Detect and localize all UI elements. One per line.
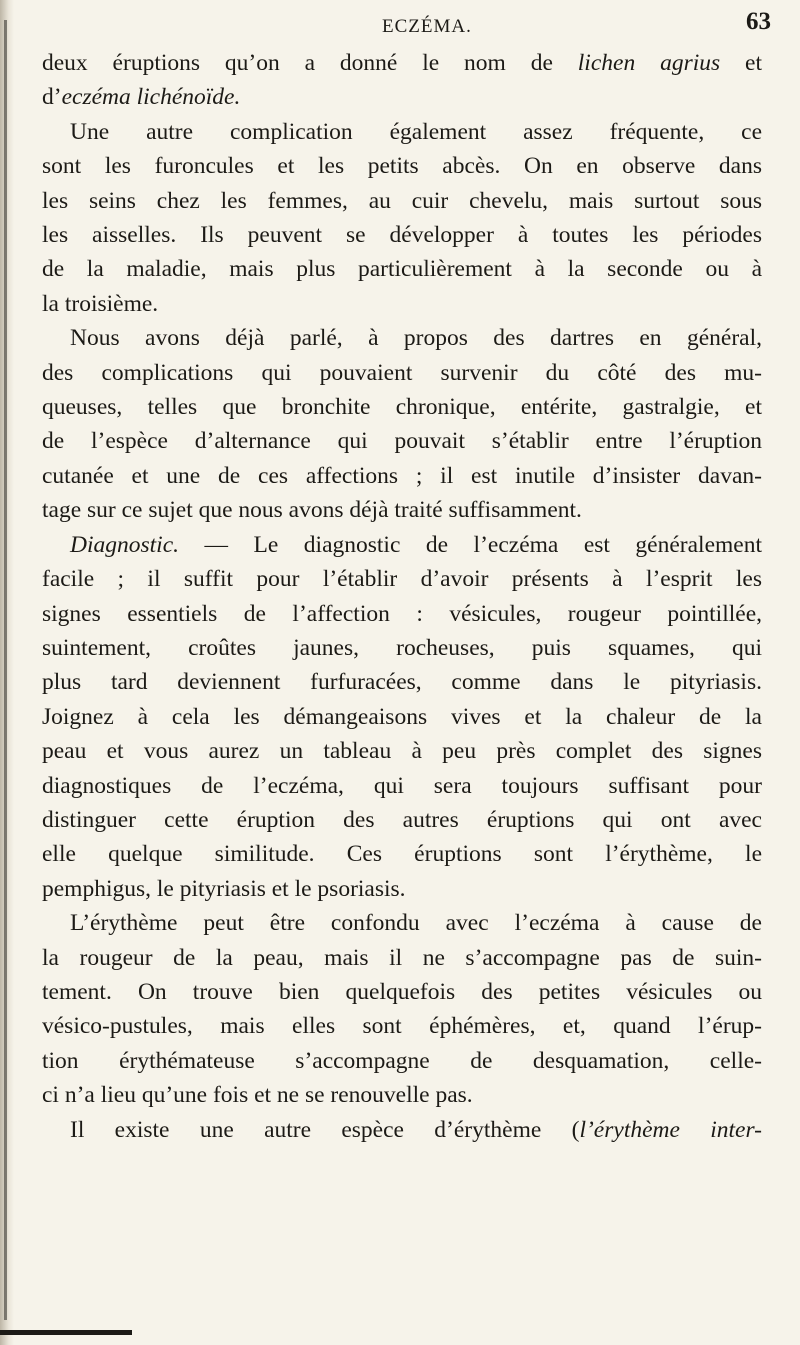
text-run: les seins chez les femmes, au cuir chevelu, mais surtout sous <box>42 187 762 214</box>
text-line <box>42 528 762 562</box>
text-run: suintement, croûtes jaunes, rocheuses, puis squames, qui <box>42 634 762 661</box>
italic-text: l’érythème inter- <box>579 1116 762 1143</box>
text-run: plus tard deviennent furfuracées, comme dans le pityriasis. <box>42 669 762 696</box>
text-run: deux éruptions qu’on a donné le nom de <box>42 50 578 76</box>
text-run: d’ <box>42 84 62 111</box>
text-run: sont les furoncules et les petits abcès. On en observe dans <box>42 153 762 180</box>
text-run: signes essentiels de l’affection : vésicules, rougeur pointillée, <box>42 600 762 627</box>
body-text <box>42 46 762 1147</box>
text-line <box>42 218 762 252</box>
text-run: Une autre complication également assez fréquente, ce <box>70 118 762 145</box>
text-line <box>42 700 762 734</box>
text-run: elle quelque similitude. Ces éruptions sont l’érythème, le <box>42 841 762 868</box>
text-run: pemphigus, le pityriasis et le psoriasis. <box>42 875 406 902</box>
text-run: ci n’a lieu qu’une fois et ne se renouvelle pas. <box>42 1082 473 1109</box>
text-line <box>42 1078 762 1112</box>
text-line <box>42 115 762 149</box>
text-line <box>42 769 762 803</box>
text-run: queuses, telles que bronchite chronique, entérite, gastralgie, et <box>42 394 762 421</box>
text-line <box>42 390 762 424</box>
text-run: facile ; il suffit pour l’établir d’avoir présents à l’esprit les <box>42 566 762 593</box>
text-run: Joignez à cela les démangeaisons vives et la chaleur de la <box>42 703 762 730</box>
text-run: Nous avons déjà parlé, à propos des dartres en général, <box>70 325 762 352</box>
text-line <box>42 1113 762 1147</box>
text-line <box>42 872 762 906</box>
text-run: distinguer cette éruption des autres éruptions qui ont avec <box>42 806 762 833</box>
text-run: tion érythémateuse s’accompagne de desquamation, celle- <box>42 1047 762 1074</box>
italic-text: lichen agrius <box>577 50 721 76</box>
text-run: tage sur ce sujet que nous avons déjà traité suffisamment. <box>42 497 582 524</box>
italic-text: eczéma lichénoïde. <box>61 84 241 111</box>
text-line <box>42 252 762 286</box>
text-run: vésico-pustules, mais elles sont éphémères, et, quand l’érup- <box>42 1013 762 1040</box>
text-run: L’érythème peut être confondu avec l’eczéma à cause de <box>70 910 762 937</box>
text-run: de l’espèce d’alternance qui pouvait s’établir entre l’éruption <box>42 428 762 455</box>
text-line <box>42 734 762 768</box>
page-gutter-shadow <box>0 0 14 1345</box>
text-line <box>42 424 762 458</box>
text-line <box>42 184 762 218</box>
text-run: — Le diagnostic de l’eczéma est généralement <box>179 531 762 558</box>
text-line <box>42 665 762 699</box>
text-line <box>42 837 762 871</box>
text-line <box>42 597 762 631</box>
text-line <box>42 1044 762 1078</box>
text-line <box>42 149 762 183</box>
text-run: les aisselles. Ils peuvent se développer à toutes les périodes <box>42 222 762 249</box>
text-run: la troisième. <box>42 290 159 317</box>
text-run: diagnostiques de l’eczéma, qui sera toujours suffisant pour <box>42 772 762 799</box>
text-run: tement. On trouve bien quelquefois des petites vésicules ou <box>42 978 762 1005</box>
italic-text: Diagnostic. <box>70 531 180 558</box>
text-run: de la maladie, mais plus particulièrement à la seconde ou à <box>42 256 762 283</box>
text-line <box>42 975 762 1009</box>
text-line <box>42 631 762 665</box>
text-run: et <box>720 50 762 76</box>
text-run: la rougeur de la peau, mais il ne s’accompagne pas de suin- <box>42 944 762 971</box>
page-header <box>0 6 800 42</box>
page-number: 63 <box>746 8 771 35</box>
text-run: cutanée et une de ces affections ; il est inutile d’insister davan- <box>42 462 762 489</box>
running-title: ECZÉMA. <box>382 16 472 37</box>
text-line <box>42 1009 762 1043</box>
text-run: peau et vous aurez un tableau à peu près complet des signes <box>42 738 762 765</box>
text-line <box>42 562 762 596</box>
text-line <box>42 321 762 355</box>
text-line <box>42 46 762 80</box>
text-run: Il existe une autre espèce d’érythème ( <box>70 1116 580 1143</box>
text-line <box>42 287 762 321</box>
text-line <box>42 356 762 390</box>
bottom-rule <box>0 1330 132 1335</box>
text-run: des complications qui pouvaient survenir du côté des mu- <box>42 359 762 386</box>
text-line <box>42 493 762 527</box>
binding-edge <box>4 20 7 1320</box>
text-line <box>42 80 762 114</box>
text-line <box>42 906 762 940</box>
text-line <box>42 803 762 837</box>
text-line <box>42 459 762 493</box>
text-line <box>42 941 762 975</box>
